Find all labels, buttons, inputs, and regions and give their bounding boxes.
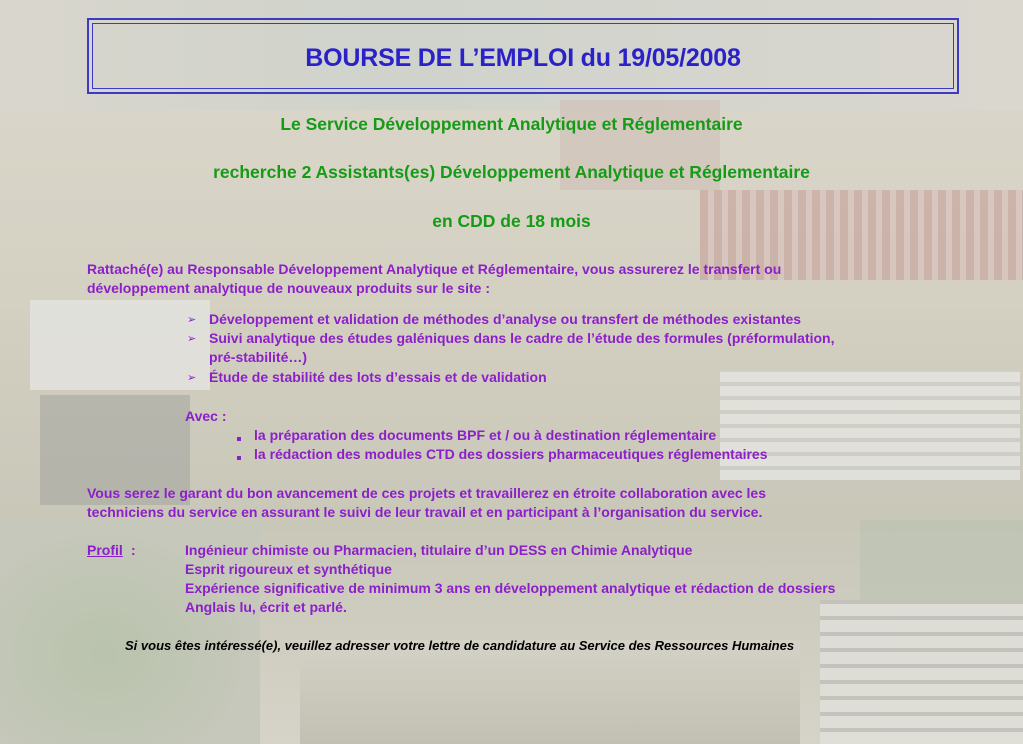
avec-label: Avec : <box>185 408 227 424</box>
garant-line-1: Vous serez le garant du bon avancement de ces projets et travaillerez en étroite collaboration avec les <box>87 485 766 501</box>
intro-line-1: Rattaché(e) au Responsable Développement Analytique et Réglementaire, vous assurerez le transfert ou <box>87 261 782 277</box>
square-bullet-icon <box>237 449 241 467</box>
arrow-bullet-icon: ➢ <box>187 333 197 345</box>
profil-line-4: Anglais lu, écrit et parlé. <box>185 599 347 615</box>
profil-line-2: Esprit rigoureux et synthétique <box>185 561 392 577</box>
garant-line-2: techniciens du service en assurant le suivi de leur travail et en participant à l’organisation du service. <box>87 504 763 520</box>
recherche-heading: recherche 2 Assistants(es) Développement Analytique et Réglementaire <box>213 162 810 182</box>
avec-item-2: la rédaction des modules CTD des dossiers pharmaceutiques réglementaires <box>254 446 768 462</box>
arrow-bullet-icon: ➢ <box>187 372 197 384</box>
profil-label: Profil <box>87 542 123 558</box>
page-title: BOURSE DE L’EMPLOI du 19/05/2008 <box>305 44 741 72</box>
profil-colon: : <box>131 542 136 558</box>
profil-line-1: Ingénieur chimiste ou Pharmacien, titulaire d’un DESS en Chimie Analytique <box>185 542 693 558</box>
service-heading: Le Service Développement Analytique et Réglementaire <box>280 114 743 134</box>
square-bullet-icon <box>237 430 241 448</box>
profil-line-3: Expérience significative de minimum 3 ans en développement analytique et rédaction de dossiers <box>185 580 836 596</box>
title-frame <box>87 18 959 94</box>
contrat-heading: en CDD de 18 mois <box>432 211 591 231</box>
arrow-bullet-icon: ➢ <box>187 314 197 326</box>
mission-item-2: Suivi analytique des études galéniques dans le cadre de l’étude des formules (préformulation, <box>209 330 835 346</box>
mission-item-2-cont: pré-stabilité…) <box>209 349 308 365</box>
closing-note: Si vous êtes intéressé(e), veuillez adresser votre lettre de candidature au Service des Ressources Humaines <box>125 638 795 653</box>
mission-item-1: Développement et validation de méthodes d’analyse ou transfert de méthodes existantes <box>209 311 802 327</box>
avec-item-1: la préparation des documents BPF et / ou à destination réglementaire <box>254 427 717 443</box>
intro-line-2: développement analytique de nouveaux produits sur le site : <box>87 280 490 296</box>
mission-item-3: Étude de stabilité des lots d’essais et de validation <box>209 369 547 385</box>
